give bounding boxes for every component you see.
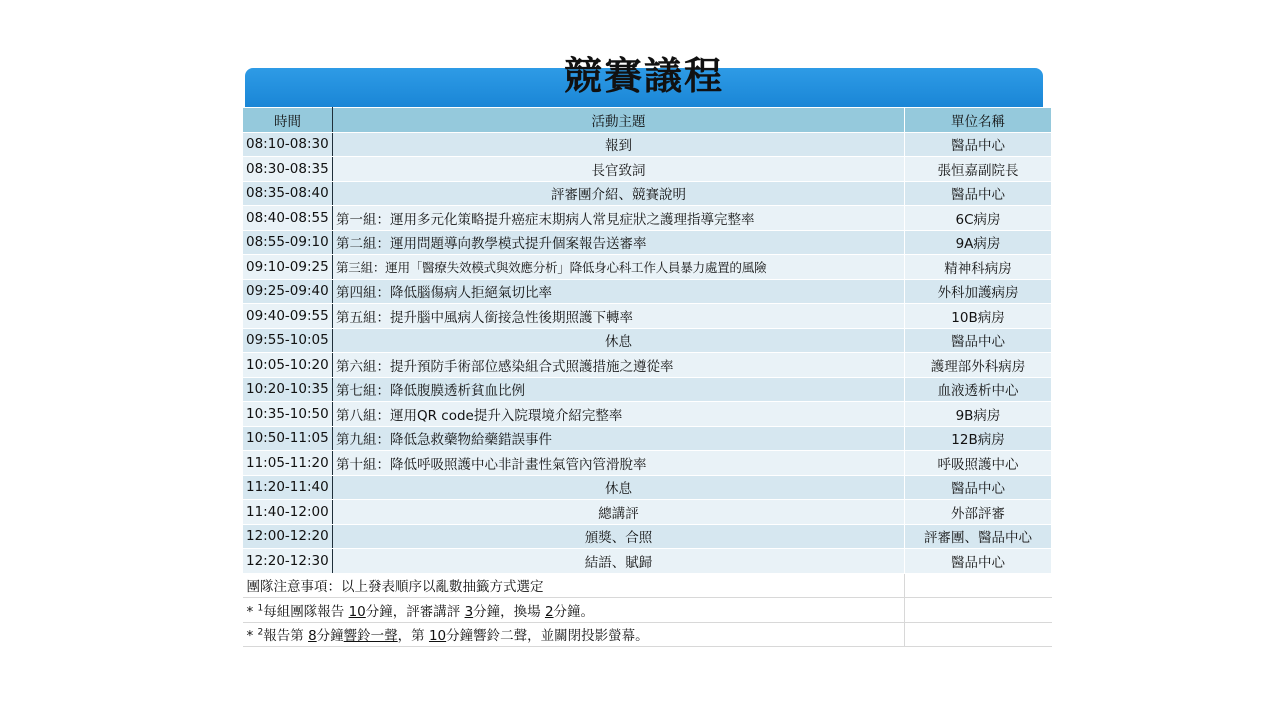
time-cell: 10:35-10:50 <box>243 402 333 427</box>
time-cell: 08:30-08:35 <box>243 157 333 182</box>
time-cell: 09:10-09:25 <box>243 255 333 280</box>
table-row <box>243 377 1052 402</box>
note-text: 分鐘。 <box>553 603 595 620</box>
unit-cell: 呼吸照護中心 <box>905 451 1052 476</box>
topic-cell: 第四組：降低腦傷病人拒絕氣切比率 <box>333 279 905 304</box>
table-row <box>243 181 1052 206</box>
note-1 <box>243 598 905 623</box>
table-row <box>243 255 1052 280</box>
time-cell: 10:05-10:20 <box>243 353 333 378</box>
table-row <box>243 426 1052 451</box>
topic-cell: 第五組：提升腦中風病人銜接急性後期照護下轉率 <box>333 304 905 329</box>
table-row <box>243 157 1052 182</box>
unit-cell: 護理部外科病房 <box>905 353 1052 378</box>
notes-heading: 團隊注意事項：以上發表順序以亂數抽籤方式選定 <box>243 573 905 598</box>
empty-cell <box>905 573 1052 598</box>
unit-cell: 醫品中心 <box>905 328 1052 353</box>
note-text: 分鐘 <box>316 628 344 645</box>
note-bullet: * <box>246 628 258 645</box>
time-cell: 08:55-09:10 <box>243 230 333 255</box>
time-cell: 08:40-08:55 <box>243 206 333 231</box>
note-text: 分鐘響鈴二聲，並關閉投影螢幕。 <box>446 628 649 645</box>
note-row-2 <box>243 622 1052 647</box>
table-row <box>243 524 1052 549</box>
note-number: 3 <box>464 603 474 620</box>
unit-cell: 12B病房 <box>905 426 1052 451</box>
topic-cell: 評審團介紹、競賽說明 <box>333 181 905 206</box>
time-cell: 11:20-11:40 <box>243 475 333 500</box>
note-bullet: * <box>246 603 258 620</box>
note-text: 報告第 <box>263 628 309 645</box>
agenda-table <box>242 107 1052 647</box>
page-title: 競賽議程 <box>563 54 724 98</box>
unit-cell: 醫品中心 <box>905 181 1052 206</box>
note-number: 8 <box>308 628 317 645</box>
table-row <box>243 549 1052 574</box>
header-topic: 活動主題 <box>333 108 905 133</box>
topic-cell: 第三組：運用「醫療失效模式與效應分析」降低身心科工作人員暴力處置的風險 <box>333 255 905 280</box>
table-row <box>243 279 1052 304</box>
note-superscript: 1 <box>257 603 264 614</box>
unit-cell: 評審團、醫品中心 <box>905 524 1052 549</box>
unit-cell: 張恒嘉副院長 <box>905 157 1052 182</box>
topic-cell: 長官致詞 <box>333 157 905 182</box>
empty-cell <box>905 598 1052 623</box>
topic-cell: 第二組：運用問題導向教學模式提升個案報告送審率 <box>333 230 905 255</box>
topic-cell: 第八組：運用QR code提升入院環境介紹完整率 <box>333 402 905 427</box>
topic-cell: 第九組：降低急救藥物給藥錯誤事件 <box>333 426 905 451</box>
topic-cell: 結語、賦歸 <box>333 549 905 574</box>
table-row <box>243 206 1052 231</box>
topic-cell: 休息 <box>333 475 905 500</box>
topic-cell: 頒獎、合照 <box>333 524 905 549</box>
unit-cell: 醫品中心 <box>905 132 1052 157</box>
table-row <box>243 475 1052 500</box>
empty-cell <box>905 622 1052 647</box>
time-cell: 12:20-12:30 <box>243 549 333 574</box>
topic-cell: 第十組：降低呼吸照護中心非計畫性氣管內管滑脫率 <box>333 451 905 476</box>
table-row <box>243 304 1052 329</box>
table-row <box>243 132 1052 157</box>
note-number: 10 <box>428 628 447 645</box>
note-2 <box>243 622 905 647</box>
note-text: 分鐘，換場 <box>473 603 545 620</box>
unit-cell: 10B病房 <box>905 304 1052 329</box>
time-cell: 08:10-08:30 <box>243 132 333 157</box>
notes-heading-row <box>243 573 1052 598</box>
unit-cell: 9A病房 <box>905 230 1052 255</box>
unit-cell: 醫品中心 <box>905 549 1052 574</box>
topic-cell: 總講評 <box>333 500 905 525</box>
header-row <box>243 108 1052 133</box>
header-unit: 單位名稱 <box>905 108 1052 133</box>
time-cell: 09:25-09:40 <box>243 279 333 304</box>
topic-cell: 休息 <box>333 328 905 353</box>
unit-cell: 血液透析中心 <box>905 377 1052 402</box>
header-time: 時間 <box>243 108 333 133</box>
time-cell: 09:40-09:55 <box>243 304 333 329</box>
time-cell: 12:00-12:20 <box>243 524 333 549</box>
note-emphasis: 響鈴一聲 <box>343 628 398 645</box>
time-cell: 09:55-10:05 <box>243 328 333 353</box>
time-cell: 10:20-10:35 <box>243 377 333 402</box>
table-row <box>243 353 1052 378</box>
table-row <box>243 451 1052 476</box>
note-text: 每組團隊報告 <box>263 603 349 620</box>
unit-cell: 9B病房 <box>905 402 1052 427</box>
topic-cell: 第七組：降低腹膜透析貧血比例 <box>333 377 905 402</box>
time-cell: 11:40-12:00 <box>243 500 333 525</box>
time-cell: 10:50-11:05 <box>243 426 333 451</box>
topic-cell: 第六組：提升預防手術部位感染組合式照護措施之遵從率 <box>333 353 905 378</box>
table-row <box>243 500 1052 525</box>
note-number: 2 <box>544 603 554 620</box>
time-cell: 08:35-08:40 <box>243 181 333 206</box>
note-number: 10 <box>348 603 366 620</box>
topic-cell: 第一組：運用多元化策略提升癌症末期病人常見症狀之護理指導完整率 <box>333 206 905 231</box>
table-row <box>243 328 1052 353</box>
time-cell: 11:05-11:20 <box>243 451 333 476</box>
note-row-1 <box>243 598 1052 623</box>
unit-cell: 外科加護病房 <box>905 279 1052 304</box>
unit-cell: 外部評審 <box>905 500 1052 525</box>
table-row <box>243 230 1052 255</box>
note-text: ，第 <box>397 628 429 645</box>
note-superscript: 2 <box>257 627 264 638</box>
unit-cell: 醫品中心 <box>905 475 1052 500</box>
table-row <box>243 402 1052 427</box>
topic-cell: 報到 <box>333 132 905 157</box>
unit-cell: 精神科病房 <box>905 255 1052 280</box>
note-text: 分鐘，評審講評 <box>365 603 465 620</box>
unit-cell: 6C病房 <box>905 206 1052 231</box>
